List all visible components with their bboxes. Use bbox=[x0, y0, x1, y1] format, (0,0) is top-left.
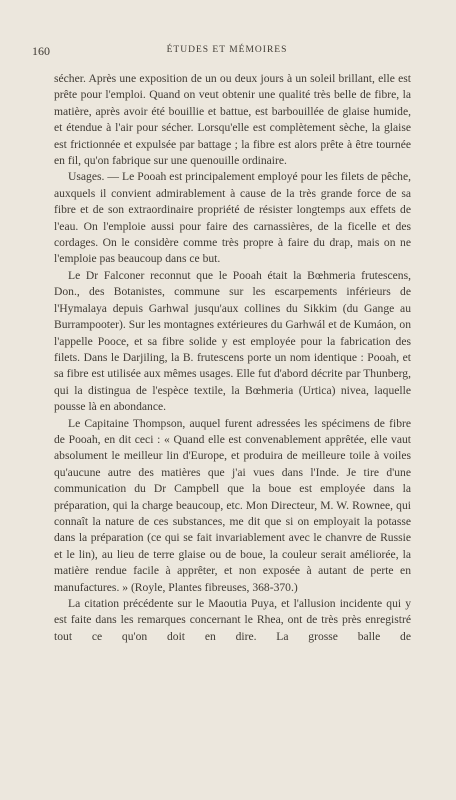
paragraph-2: Usages. — Le Pooah est principalement employé pour les filets de pêche, auxquels il convient admirablement à cause de la très grande force de sa fibre et de son extraordinaire propriété de résister longtemps aux effets de l'eau. On l'emploie aussi pour faire des carnassières, de la ficelle et des cordages. On le considère comme très propre à faire du drap, mais on ne l'emploie pas beaucoup dans ce but. bbox=[54, 170, 411, 266]
page-header bbox=[32, 44, 422, 58]
paragraph-4: Le Capitaine Thompson, auquel furent adressées les spécimens de fibre de Pooah, en dit ceci : « Quand elle est convenablement apprêtée, elle vaut absolument le meilleur lin d'Europe, et produira de meilleure toile à voiles qu'aucune autre des matières que j'ai vues dans l'Inde. Je tire d'une communication du Dr Campbell que la boue est employée dans la préparation, qui la charge beaucoup, etc. Mon Directeur, M. W. Rownee, qui connaît la nature de ces substances, me dit que si on employait la potasse dans la préparation (ce qui se fait invariablement avec le chanvre de Russie et le lin), au lieu de terre glaise ou de boue, la couleur serait améliorée, la matière rendue facile à apprêter, et non exposée à autant de perte en manufactures. » (Royle, Plantes fibreuses, 368-370.) bbox=[54, 416, 411, 594]
page-number: 160 bbox=[32, 44, 50, 58]
paragraph-1: sécher. Après une exposition de un ou deux jours à un soleil brillant, elle est prête pour l'emploi. Quand on veut obtenir une qualité très belle de fibre, la matière, après avoir été bouillie et battue, est barbouillée de glaise humide, et étendue à l'air pour sécher. Lorsqu'elle est complètement sèche, la glaise est frictionnée et expulsée par battage ; la fibre est alors prête à être tournée en fil, qu'on fabrique sur une quenouille ordinaire. bbox=[54, 72, 411, 168]
body-text bbox=[54, 71, 411, 645]
paragraph-5: La citation précédente sur le Maoutia Puya, et l'allusion incidente qui y est faite dans les remarques concernant le Rhea, ont de très près enregistré tout ce qu'on doit en dire. La grosse balle de bbox=[54, 597, 411, 643]
running-head: ÉTUDES ET MÉMOIRES bbox=[166, 45, 288, 55]
paragraph-3: Le Dr Falconer reconnut que le Pooah était la Bœhmeria frutescens, Don., des Botanistes, commune sur les escarpements inférieurs de l'Hymalaya depuis Garhwal jusqu'aux collines du Sikkim (du Gange au Burrampooter). Sur les montagnes extérieures du Garhwál et de Kumáon, on l'appelle Pooce, et sa fibre solide y est employée pour la fabrication des filets. Dans le Darjiling, la B. frutescens porte un nom identique : Pooah, et sa fibre est utilisée aux mêmes usages. Elle fut d'abord décrite par Thunberg, qui la distingua de l'espèce textile, la Bœhmeria (Urtica) nivea, laquelle pousse là en abondance. bbox=[54, 268, 411, 414]
